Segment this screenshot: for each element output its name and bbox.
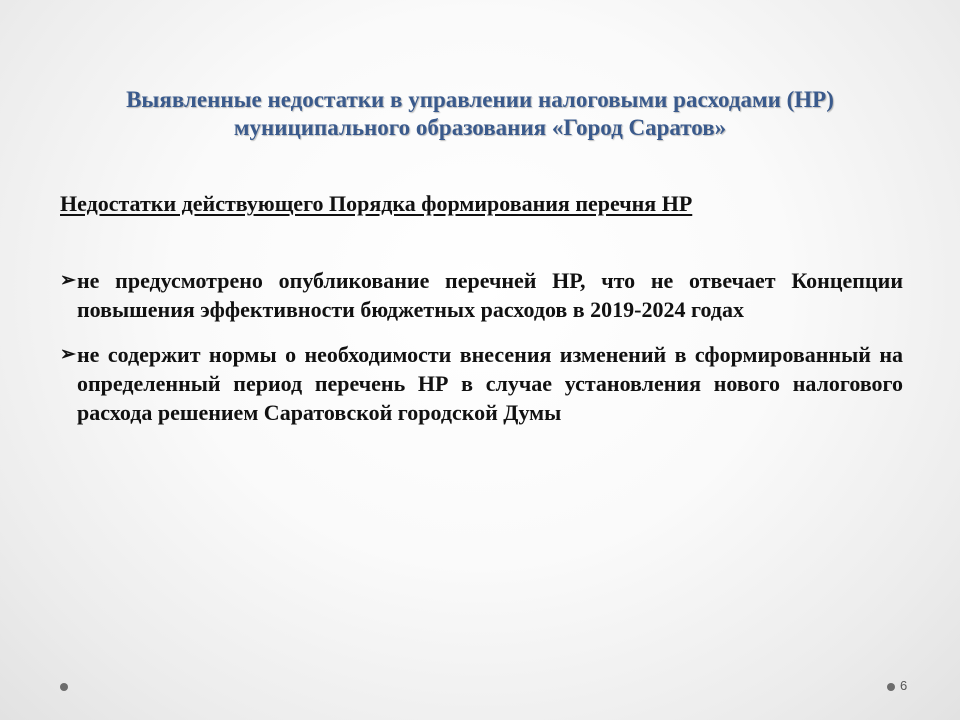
bullet-item xyxy=(60,340,903,427)
bullet-list xyxy=(60,266,903,443)
bullet-text: не содержит нормы о необходимости внесения изменений в сформированный на определенный период перечень НР в случае установления нового налогового расхода решением Саратовской городской Думы xyxy=(77,342,903,425)
slide-title-line-1: Выявленные недостатки в управлении налоговыми расходами (НР) xyxy=(126,87,834,112)
arrow-check-icon: ➢ xyxy=(60,270,76,291)
bullet-text: не предусмотрено опубликование перечней НР, что не отвечает Концепции повышения эффективности бюджетных расходов в 2019-2024 годах xyxy=(77,268,903,322)
section-heading: Недостатки действующего Порядка формирования перечня НР xyxy=(60,191,693,216)
bullet-item xyxy=(60,266,903,324)
slide-title xyxy=(40,86,920,142)
page-number: 6 xyxy=(900,678,908,693)
footer-dot-right xyxy=(887,683,895,691)
arrow-check-icon: ➢ xyxy=(60,344,76,365)
footer-dot-left xyxy=(60,683,68,691)
slide-title-line-2: муниципального образования «Город Саратов» xyxy=(233,115,727,140)
